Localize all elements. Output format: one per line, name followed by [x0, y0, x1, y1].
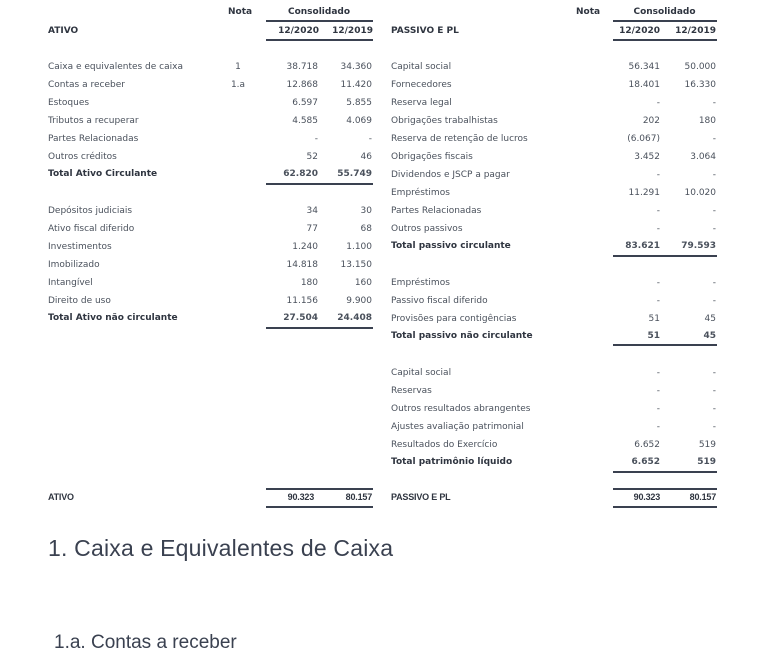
- value-2019: 79.593: [681, 241, 716, 251]
- row-label: Tributos a recuperar: [48, 116, 139, 126]
- total-rule: [266, 183, 373, 185]
- row-label: Outros resultados abrangentes: [391, 404, 531, 414]
- grand-total-rule-top: [613, 488, 717, 490]
- value-2020: 51: [648, 314, 660, 324]
- value-2020: -: [656, 404, 660, 414]
- value-2020: 14.818: [286, 260, 318, 270]
- row-label: Passivo fiscal diferido: [391, 296, 488, 306]
- row-label: Reserva legal: [391, 98, 452, 108]
- value-2019: -: [712, 98, 716, 108]
- value-2020: 4.585: [292, 116, 318, 126]
- value-2019: 1.100: [346, 242, 372, 252]
- section-title-ativo: ATIVO: [48, 26, 79, 36]
- header-rule-bottom: [613, 39, 717, 41]
- value-2019: -: [712, 224, 716, 234]
- row-label: Investimentos: [48, 242, 112, 252]
- value-2020: 202: [642, 116, 660, 126]
- value-2020: -: [656, 422, 660, 432]
- row-label: Total patrimônio líquido: [391, 457, 513, 467]
- row-label: Total Ativo Circulante: [48, 169, 158, 179]
- row-label: Ajustes avaliação patrimonial: [391, 422, 524, 432]
- row-label: Partes Relacionadas: [391, 206, 482, 216]
- nota-link[interactable]: 1.a: [230, 80, 246, 90]
- grand-total-rule-top: [266, 488, 373, 490]
- value-2019: -: [712, 422, 716, 432]
- value-2019: -: [712, 170, 716, 180]
- row-label: Dividendos e JSCP a pagar: [391, 170, 510, 180]
- value-2020: -: [314, 134, 318, 144]
- value-2020: 6.597: [292, 98, 318, 108]
- value-2019: -: [712, 296, 716, 306]
- value-2019: 3.064: [690, 152, 716, 162]
- value-2020: 180: [300, 278, 318, 288]
- total-rule: [613, 344, 717, 346]
- value-2019: 5.855: [346, 98, 372, 108]
- value-2020: 18.401: [628, 80, 660, 90]
- value-2020: 3.452: [634, 152, 660, 162]
- value-2019: 16.330: [684, 80, 716, 90]
- section-heading-caixa: 1. Caixa e Equivalentes de Caixa: [48, 535, 394, 561]
- grand-total-label: PASSIVO E PL: [391, 492, 451, 502]
- row-label: Obrigações trabalhistas: [391, 116, 498, 126]
- consolidado-header: Consolidado: [633, 7, 696, 17]
- col-header-2019: 12/2019: [332, 26, 373, 36]
- value-2019: 45: [704, 314, 716, 324]
- value-2020: (6.067): [627, 134, 660, 144]
- value-2019: 10.020: [684, 188, 716, 198]
- total-rule: [613, 471, 717, 473]
- value-2020: -: [656, 296, 660, 306]
- row-label: Imobilizado: [48, 260, 100, 270]
- value-2020: 51: [647, 331, 660, 341]
- header-rule-top: [266, 20, 373, 22]
- value-2020: 1.240: [292, 242, 318, 252]
- row-label: Intangível: [48, 278, 93, 288]
- value-2020: -: [656, 224, 660, 234]
- value-2020: 90.323: [633, 492, 660, 502]
- value-2020: -: [656, 278, 660, 288]
- value-2020: -: [656, 206, 660, 216]
- row-label: Reserva de retenção de lucros: [391, 134, 528, 144]
- value-2020: -: [656, 386, 660, 396]
- value-2019: 50.000: [684, 62, 716, 72]
- value-2019: -: [712, 368, 716, 378]
- nota-column-header: Nota: [576, 7, 601, 17]
- row-label: Partes Relacionadas: [48, 134, 139, 144]
- value-2020: 6.652: [634, 440, 660, 450]
- value-2019: 55.749: [337, 169, 372, 179]
- row-label: Capital social: [391, 62, 452, 72]
- row-label: Total passivo não circulante: [391, 331, 533, 341]
- value-2019: 519: [698, 440, 716, 450]
- row-label: Resultados do Exercício: [391, 440, 498, 450]
- col-header-2020: 12/2020: [278, 26, 319, 36]
- row-label: Contas a receber: [48, 80, 125, 90]
- grand-total-rule-bottom: [266, 506, 373, 508]
- value-2019: 34.360: [340, 62, 372, 72]
- row-label: Direito de uso: [48, 296, 111, 306]
- value-2020: 56.341: [628, 62, 660, 72]
- value-2019: 13.150: [340, 260, 372, 270]
- value-2019: 519: [697, 457, 716, 467]
- value-2020: 34: [306, 206, 318, 216]
- row-label: Estoques: [48, 98, 90, 108]
- value-2019: 4.069: [346, 116, 372, 126]
- value-2019: 45: [703, 331, 716, 341]
- value-2019: -: [368, 134, 372, 144]
- value-2019: 160: [354, 278, 372, 288]
- value-2019: 11.420: [340, 80, 372, 90]
- value-2020: 11.291: [628, 188, 660, 198]
- row-label: Empréstimos: [391, 278, 450, 288]
- value-2020: 27.504: [283, 313, 318, 323]
- value-2020: 12.868: [286, 80, 318, 90]
- value-2020: 11.156: [286, 296, 318, 306]
- value-2019: -: [712, 206, 716, 216]
- subsection-heading-contas-a-receber: 1.a. Contas a receber: [54, 632, 237, 653]
- row-label: Fornecedores: [391, 80, 452, 90]
- col-header-2019: 12/2019: [675, 26, 716, 36]
- value-2019: -: [712, 386, 716, 396]
- value-2019: 180: [698, 116, 716, 126]
- row-label: Total passivo circulante: [391, 241, 511, 251]
- value-2019: -: [712, 278, 716, 288]
- value-2020: -: [656, 98, 660, 108]
- col-header-2020: 12/2020: [619, 26, 660, 36]
- section-title-passivo: PASSIVO E PL: [391, 26, 459, 36]
- value-2019: 24.408: [337, 313, 372, 323]
- value-2020: 38.718: [286, 62, 318, 72]
- row-label: Outros créditos: [48, 152, 117, 162]
- value-2020: 77: [306, 224, 318, 234]
- row-label: Obrigações fiscais: [391, 152, 473, 162]
- row-label: Depósitos judiciais: [48, 206, 133, 216]
- row-label: Caixa e equivalentes de caixa: [48, 62, 183, 72]
- value-2019: 68: [360, 224, 372, 234]
- value-2019: -: [712, 134, 716, 144]
- consolidado-header: Consolidado: [287, 7, 351, 17]
- header-rule-bottom: [266, 39, 373, 41]
- value-2020: 90.323: [287, 492, 314, 502]
- value-2020: 62.820: [283, 169, 318, 179]
- total-rule: [266, 327, 373, 329]
- value-2019: 30: [360, 206, 372, 216]
- nota-column-header: Nota: [228, 7, 253, 17]
- row-label: Ativo fiscal diferido: [48, 224, 135, 234]
- total-rule: [613, 255, 717, 257]
- value-2020: 6.652: [631, 457, 660, 467]
- value-2020: 83.621: [625, 241, 660, 251]
- value-2019: 80.157: [345, 492, 372, 502]
- value-2019: -: [712, 404, 716, 414]
- value-2020: -: [656, 170, 660, 180]
- value-2019: 9.900: [346, 296, 372, 306]
- row-label: Reservas: [391, 386, 432, 396]
- row-label: Provisões para contigências: [391, 314, 517, 324]
- nota-link[interactable]: 1: [235, 62, 241, 72]
- value-2020: -: [656, 368, 660, 378]
- grand-total-label: ATIVO: [48, 492, 74, 502]
- row-label: Capital social: [391, 368, 452, 378]
- value-2019: 80.157: [689, 492, 716, 502]
- row-label: Total Ativo não circulante: [48, 313, 178, 323]
- value-2020: 52: [306, 152, 318, 162]
- value-2019: 46: [360, 152, 372, 162]
- header-rule-top: [613, 20, 717, 22]
- row-label: Outros passivos: [391, 224, 463, 234]
- row-label: Empréstimos: [391, 188, 450, 198]
- grand-total-rule-bottom: [613, 506, 717, 508]
